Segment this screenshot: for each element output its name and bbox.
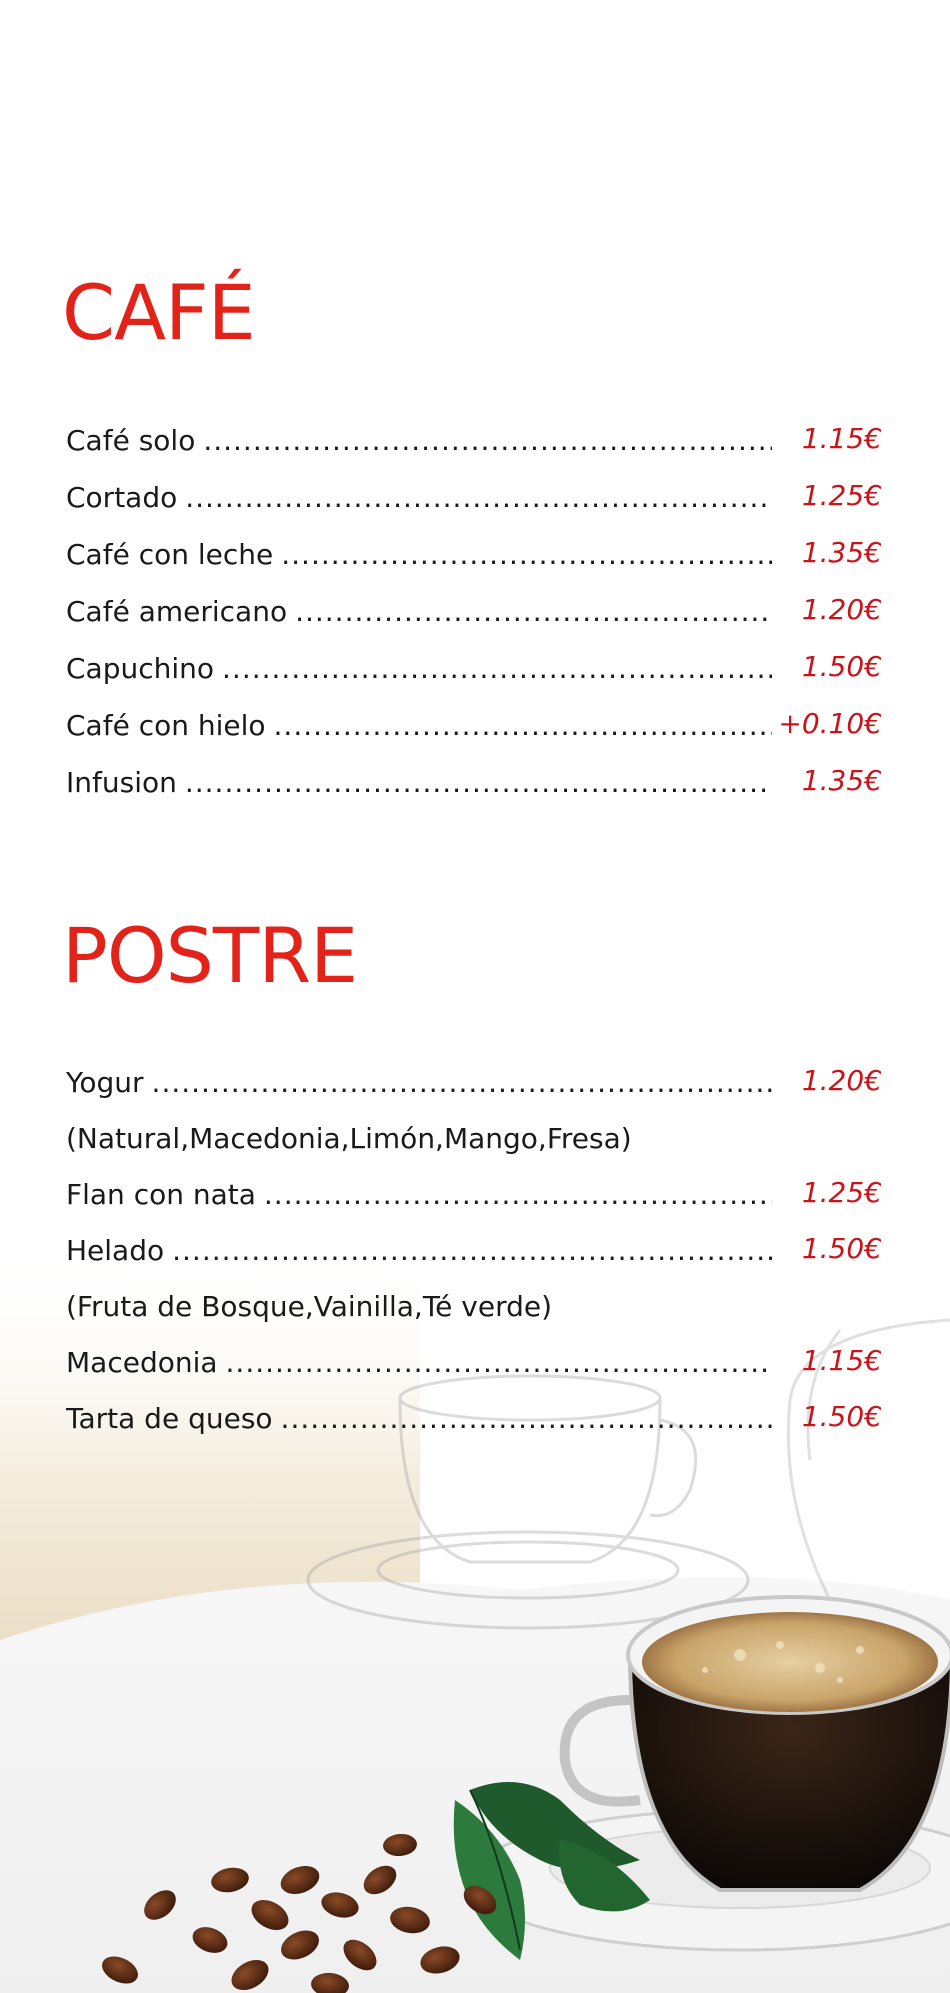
menu-item [66,591,882,648]
menu-item [66,1342,882,1398]
menu-item [66,420,882,477]
dot-leader [185,766,772,799]
item-price: 1.15€ [801,1344,882,1377]
item-name: Café americano [66,595,288,628]
item-name: Cortado [66,481,178,514]
item-note-row [66,1286,882,1342]
cafe-menu-list [66,420,882,819]
item-price: 1.50€ [801,1232,882,1265]
dot-leader [295,595,772,628]
item-name: Café con hielo [66,709,266,742]
dot-leader [172,1234,772,1267]
item-price: 1.35€ [801,764,882,797]
dot-leader [226,1346,772,1379]
item-price: 1.20€ [801,593,882,626]
item-note: (Fruta de Bosque,Vainilla,Té verde) [66,1290,553,1323]
item-name: Flan con nata [66,1178,256,1211]
menu-item [66,1174,882,1230]
item-name: Yogur [66,1066,144,1099]
dot-leader [185,481,772,514]
dot-leader [274,709,772,742]
item-price: +0.10€ [778,707,882,740]
item-name: Capuchino [66,652,215,685]
menu-item [66,534,882,591]
item-name: Macedonia [66,1346,218,1379]
postre-section-title: POSTRE [62,911,358,1000]
item-name: Café solo [66,424,196,457]
menu-item [66,1230,882,1286]
item-note-row [66,1118,882,1174]
menu-item [66,648,882,705]
item-name: Café con leche [66,538,274,571]
item-price: 1.50€ [801,1400,882,1433]
menu-item [66,1398,882,1454]
item-name: Infusion [66,766,177,799]
dot-leader [222,652,772,685]
dot-leader [203,424,772,457]
item-price: 1.20€ [801,1064,882,1097]
dot-leader [281,538,772,571]
item-name: Tarta de queso [66,1402,273,1435]
item-price: 1.50€ [801,650,882,683]
dot-leader [264,1178,772,1211]
dot-leader [152,1066,772,1099]
menu-item [66,1062,882,1118]
item-price: 1.25€ [801,1176,882,1209]
menu-item [66,477,882,534]
dot-leader [281,1402,772,1435]
item-price: 1.35€ [801,536,882,569]
cafe-section-title: CAFÉ [62,268,255,357]
menu-item [66,705,882,762]
item-price: 1.25€ [801,479,882,512]
item-note: (Natural,Macedonia,Limón,Mango,Fresa) [66,1122,632,1155]
menu-item [66,762,882,819]
item-price: 1.15€ [801,422,882,455]
item-name: Helado [66,1234,165,1267]
postre-menu-list [66,1062,882,1454]
